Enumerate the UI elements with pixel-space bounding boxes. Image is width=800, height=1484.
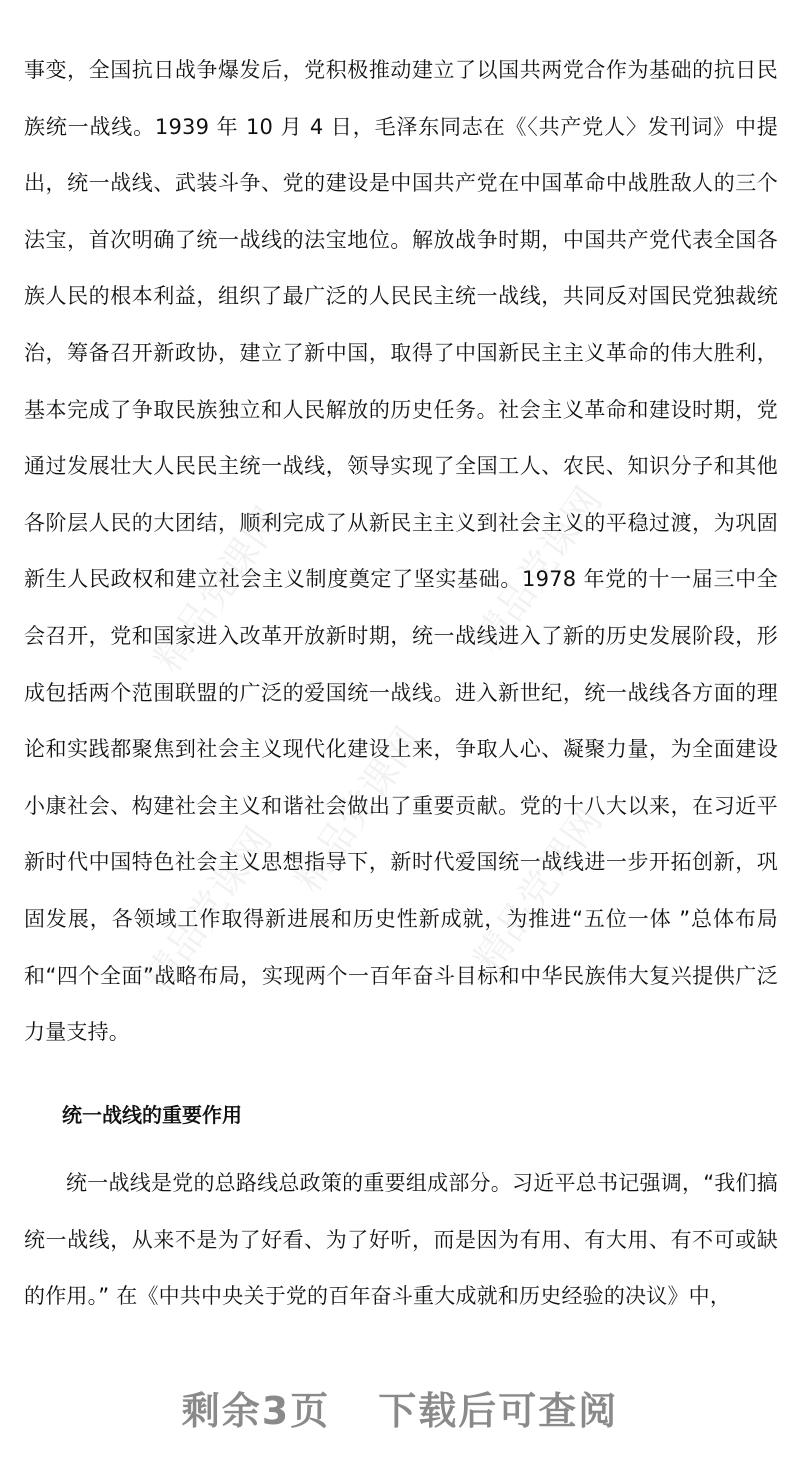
document-body (24, 42, 778, 1325)
remaining-pages-label: 剩余3页 (181, 1389, 331, 1433)
download-to-view-label[interactable]: 下载后可查阅 (378, 1389, 619, 1433)
watermark: 精品党课网 (145, 499, 291, 680)
watermark: 精品党课网 (135, 819, 281, 1000)
section-heading: 统一战线的重要作用 (62, 1102, 242, 1127)
body-paragraph: 统一战线是党的总路线总政策的重要组成部分。习近平总书记强调，“我们搞统一战线，从来不是为了好看、为了好听，而是因为有用、有大用、有不可或缺的作用。” 在《中共中央关于党的百年奋斗重大成就和历史经验的决议》中， (24, 1171, 778, 1309)
watermark: 精品党课网 (465, 799, 611, 980)
watermark: 精品党课网 (465, 479, 611, 660)
download-prompt[interactable] (0, 1380, 800, 1435)
watermark: 精品党课网 (285, 719, 431, 900)
body-paragraph: 事变，全国抗日战争爆发后，党积极推动建立了以国共两党合作为基础的抗日民族统一战线。1939 年 10 月 4 日，毛泽东同志在《〈共产党人〉发刊词》中提出，统一战线、武装斗争、党的建设是中国共产党在中国革命中战胜敌人的三个法宝，首次明确了统一战线的法宝地位。解放战争时期，中国共产党代表全国各族人民的根本利益，组织了最广泛的人民民主统一战线，共同反对国民党独裁统治，筹备召开新政协，建立了新中国，取得了中国新民主主义革命的伟大胜利，基本完成了争取民族独立和人民解放的历史任务。社会主义革命和建设时期，党通过发展壮大人民民主统一战线，领导实现了全国工人、农民、知识分子和其他各阶层人民的大团结，顺利完成了从新民主主义到社会主义的平稳过渡，为巩固新生人民政权和建立社会主义制度奠定了坚实基础。1978 年党的十一届三中全会召开，党和国家进入改革开放新时期，统一战线进入了新的历史发展阶段，形成包括两个范围联盟的广泛的爱国统一战线。进入新世纪，统一战线各方面的理论和实践都聚焦到社会主义现代化建设上来，争取人心、凝聚力量，为全面建设小康社会、构建社会主义和谐社会做出了重要贡献。党的十八大以来，在习近平新时代中国特色社会主义思想指导下，新时代爱国统一战线进一步开拓创新，巩固发展，各领域工作取得新进展和历史性新成就，为推进“五位一体 ”总体布局和“四个全面”战略布局，实现两个一百年奋斗目标和中华民族伟大复兴提供广泛力量支持。 (24, 58, 778, 1045)
spacer (24, 1061, 778, 1081)
